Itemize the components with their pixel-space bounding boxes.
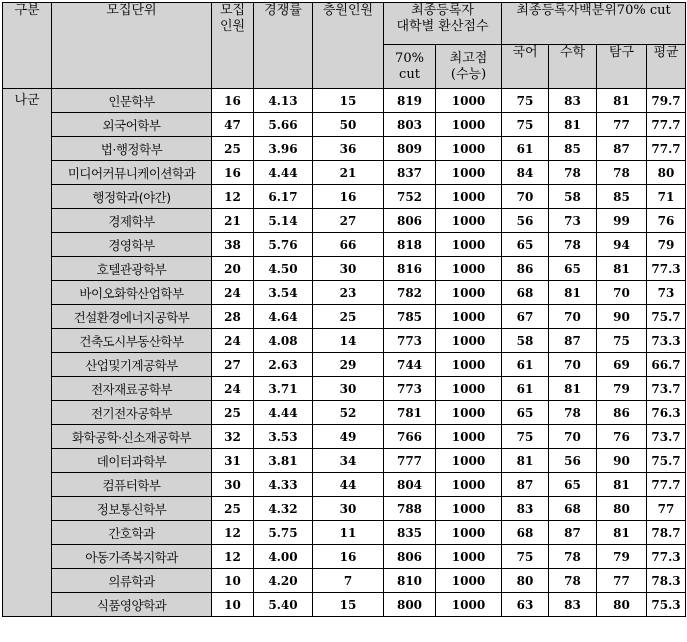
unit-name-cell: 경제학부	[52, 209, 212, 233]
math-cell: 87	[549, 329, 597, 353]
max-score-cell: 1000	[436, 521, 502, 545]
math-cell: 65	[549, 473, 597, 497]
cut70-cell: 818	[384, 233, 436, 257]
quota-cell: 10	[212, 593, 254, 617]
unit-name-cell: 법·행정학부	[52, 137, 212, 161]
max-score-cell: 1000	[436, 161, 502, 185]
unit-name-cell: 호텔관광학부	[52, 257, 212, 281]
unit-name-cell: 외국어학부	[52, 113, 212, 137]
quota-cell: 24	[212, 377, 254, 401]
competition-cell: 5.76	[254, 233, 313, 257]
quota-cell: 12	[212, 521, 254, 545]
max-score-cell: 1000	[436, 185, 502, 209]
admission-results-table	[2, 2, 686, 617]
additional-cell: 21	[313, 161, 384, 185]
quota-cell: 16	[212, 161, 254, 185]
average-cell: 76	[647, 209, 686, 233]
additional-cell: 25	[313, 305, 384, 329]
max-score-cell: 1000	[436, 545, 502, 569]
korean-cell: 70	[502, 185, 549, 209]
table-row	[3, 377, 686, 401]
header-gubun: 구분	[3, 3, 52, 89]
quota-cell: 28	[212, 305, 254, 329]
korean-cell: 68	[502, 521, 549, 545]
cut70-cell: 804	[384, 473, 436, 497]
competition-cell: 5.14	[254, 209, 313, 233]
math-cell: 78	[549, 569, 597, 593]
competition-cell: 2.63	[254, 353, 313, 377]
table-row	[3, 161, 686, 185]
math-cell: 78	[549, 233, 597, 257]
inquiry-cell: 86	[597, 401, 647, 425]
additional-cell: 7	[313, 569, 384, 593]
table-row	[3, 569, 686, 593]
inquiry-cell: 99	[597, 209, 647, 233]
average-cell: 73.7	[647, 377, 686, 401]
competition-cell: 5.40	[254, 593, 313, 617]
header-unit: 모집단위	[52, 3, 212, 89]
unit-name-cell: 건축도시부동산학부	[52, 329, 212, 353]
table-row	[3, 209, 686, 233]
competition-cell: 3.53	[254, 425, 313, 449]
inquiry-cell: 81	[597, 89, 647, 113]
max-score-cell: 1000	[436, 449, 502, 473]
cut70-cell: 835	[384, 521, 436, 545]
korean-cell: 61	[502, 353, 549, 377]
korean-cell: 63	[502, 593, 549, 617]
max-score-cell: 1000	[436, 353, 502, 377]
competition-cell: 3.54	[254, 281, 313, 305]
cut70-cell: 819	[384, 89, 436, 113]
korean-cell: 67	[502, 305, 549, 329]
table-body	[3, 89, 686, 617]
competition-cell: 4.20	[254, 569, 313, 593]
header-max-score: 최고점 (수능)	[436, 45, 502, 89]
table-row	[3, 329, 686, 353]
header-korean: 국어	[502, 45, 549, 89]
inquiry-cell: 79	[597, 545, 647, 569]
average-cell: 78.7	[647, 521, 686, 545]
korean-cell: 81	[502, 449, 549, 473]
unit-name-cell: 정보통신학부	[52, 497, 212, 521]
average-cell: 73.7	[647, 425, 686, 449]
inquiry-cell: 81	[597, 521, 647, 545]
table-row	[3, 473, 686, 497]
inquiry-cell: 90	[597, 449, 647, 473]
competition-cell: 5.66	[254, 113, 313, 137]
quota-cell: 27	[212, 353, 254, 377]
quota-cell: 25	[212, 137, 254, 161]
cut70-cell: 809	[384, 137, 436, 161]
inquiry-cell: 76	[597, 425, 647, 449]
table-row	[3, 425, 686, 449]
average-cell: 77.7	[647, 473, 686, 497]
inquiry-cell: 85	[597, 185, 647, 209]
math-cell: 83	[549, 89, 597, 113]
table-row	[3, 545, 686, 569]
cut70-cell: 766	[384, 425, 436, 449]
inquiry-cell: 69	[597, 353, 647, 377]
cut70-cell: 810	[384, 569, 436, 593]
math-cell: 78	[549, 545, 597, 569]
math-cell: 78	[549, 401, 597, 425]
max-score-cell: 1000	[436, 401, 502, 425]
korean-cell: 87	[502, 473, 549, 497]
max-score-cell: 1000	[436, 257, 502, 281]
korean-cell: 58	[502, 329, 549, 353]
inquiry-cell: 77	[597, 569, 647, 593]
max-score-cell: 1000	[436, 137, 502, 161]
average-cell: 76.3	[647, 401, 686, 425]
korean-cell: 84	[502, 161, 549, 185]
max-score-cell: 1000	[436, 569, 502, 593]
average-cell: 80	[647, 161, 686, 185]
unit-name-cell: 식품영양학과	[52, 593, 212, 617]
math-cell: 58	[549, 185, 597, 209]
math-cell: 85	[549, 137, 597, 161]
unit-name-cell: 전기전자공학부	[52, 401, 212, 425]
inquiry-cell: 80	[597, 497, 647, 521]
korean-cell: 86	[502, 257, 549, 281]
competition-cell: 4.64	[254, 305, 313, 329]
average-cell: 71	[647, 185, 686, 209]
quota-cell: 31	[212, 449, 254, 473]
cut70-cell: 785	[384, 305, 436, 329]
max-score-cell: 1000	[436, 425, 502, 449]
group-label: 나군	[3, 89, 52, 617]
competition-cell: 4.32	[254, 497, 313, 521]
table-row	[3, 305, 686, 329]
cut70-cell: 773	[384, 329, 436, 353]
table-row	[3, 401, 686, 425]
competition-cell: 3.71	[254, 377, 313, 401]
quota-cell: 16	[212, 89, 254, 113]
table-row	[3, 257, 686, 281]
additional-cell: 66	[313, 233, 384, 257]
average-cell: 78.3	[647, 569, 686, 593]
inquiry-cell: 81	[597, 257, 647, 281]
table-row	[3, 521, 686, 545]
table-row	[3, 137, 686, 161]
max-score-cell: 1000	[436, 593, 502, 617]
competition-cell: 4.44	[254, 401, 313, 425]
average-cell: 66.7	[647, 353, 686, 377]
average-cell: 75.7	[647, 305, 686, 329]
additional-cell: 30	[313, 377, 384, 401]
korean-cell: 61	[502, 137, 549, 161]
additional-cell: 29	[313, 353, 384, 377]
unit-name-cell: 행정학과(야간)	[52, 185, 212, 209]
table-row	[3, 185, 686, 209]
competition-cell: 6.17	[254, 185, 313, 209]
max-score-cell: 1000	[436, 209, 502, 233]
korean-cell: 75	[502, 113, 549, 137]
math-cell: 73	[549, 209, 597, 233]
competition-cell: 4.50	[254, 257, 313, 281]
cut70-cell: 752	[384, 185, 436, 209]
cut70-cell: 773	[384, 377, 436, 401]
average-cell: 77.3	[647, 257, 686, 281]
korean-cell: 83	[502, 497, 549, 521]
quota-cell: 30	[212, 473, 254, 497]
max-score-cell: 1000	[436, 329, 502, 353]
korean-cell: 61	[502, 377, 549, 401]
math-cell: 56	[549, 449, 597, 473]
average-cell: 75.7	[647, 449, 686, 473]
unit-name-cell: 의류학과	[52, 569, 212, 593]
header-inquiry: 탐구	[597, 45, 647, 89]
competition-cell: 4.33	[254, 473, 313, 497]
quota-cell: 24	[212, 281, 254, 305]
max-score-cell: 1000	[436, 233, 502, 257]
cut70-cell: 800	[384, 593, 436, 617]
additional-cell: 30	[313, 257, 384, 281]
max-score-cell: 1000	[436, 473, 502, 497]
additional-cell: 52	[313, 401, 384, 425]
quota-cell: 12	[212, 185, 254, 209]
unit-name-cell: 간호학과	[52, 521, 212, 545]
average-cell: 75.3	[647, 593, 686, 617]
additional-cell: 44	[313, 473, 384, 497]
korean-cell: 65	[502, 233, 549, 257]
header-percentile-group: 최종등록자백분위70% cut	[502, 3, 686, 45]
unit-name-cell: 데이터과학부	[52, 449, 212, 473]
competition-cell: 4.13	[254, 89, 313, 113]
unit-name-cell: 미디어커뮤니케이션학과	[52, 161, 212, 185]
cut70-cell: 782	[384, 281, 436, 305]
math-cell: 81	[549, 113, 597, 137]
korean-cell: 75	[502, 425, 549, 449]
cut70-cell: 744	[384, 353, 436, 377]
max-score-cell: 1000	[436, 377, 502, 401]
inquiry-cell: 79	[597, 377, 647, 401]
inquiry-cell: 75	[597, 329, 647, 353]
math-cell: 81	[549, 377, 597, 401]
header-final-score-group: 최종등록자 대학별 환산점수	[384, 3, 502, 45]
math-cell: 70	[549, 353, 597, 377]
additional-cell: 30	[313, 497, 384, 521]
additional-cell: 16	[313, 545, 384, 569]
cut70-cell: 803	[384, 113, 436, 137]
table-row	[3, 281, 686, 305]
math-cell: 68	[549, 497, 597, 521]
inquiry-cell: 90	[597, 305, 647, 329]
math-cell: 87	[549, 521, 597, 545]
quota-cell: 10	[212, 569, 254, 593]
quota-cell: 24	[212, 329, 254, 353]
competition-cell: 4.44	[254, 161, 313, 185]
unit-name-cell: 전자재료공학부	[52, 377, 212, 401]
header-math: 수학	[549, 45, 597, 89]
cut70-cell: 806	[384, 209, 436, 233]
competition-cell: 5.75	[254, 521, 313, 545]
cut70-cell: 837	[384, 161, 436, 185]
header-cut70: 70% cut	[384, 45, 436, 89]
average-cell: 79	[647, 233, 686, 257]
average-cell: 73.3	[647, 329, 686, 353]
quota-cell: 20	[212, 257, 254, 281]
quota-cell: 32	[212, 425, 254, 449]
inquiry-cell: 78	[597, 161, 647, 185]
inquiry-cell: 77	[597, 113, 647, 137]
additional-cell: 15	[313, 593, 384, 617]
average-cell: 77.7	[647, 113, 686, 137]
additional-cell: 36	[313, 137, 384, 161]
cut70-cell: 788	[384, 497, 436, 521]
math-cell: 70	[549, 425, 597, 449]
quota-cell: 38	[212, 233, 254, 257]
additional-cell: 23	[313, 281, 384, 305]
quota-cell: 25	[212, 497, 254, 521]
inquiry-cell: 70	[597, 281, 647, 305]
korean-cell: 56	[502, 209, 549, 233]
inquiry-cell: 81	[597, 473, 647, 497]
table-row	[3, 593, 686, 617]
unit-name-cell: 경영학부	[52, 233, 212, 257]
header-average: 평균	[647, 45, 686, 89]
cut70-cell: 781	[384, 401, 436, 425]
table-row	[3, 233, 686, 257]
table-row	[3, 449, 686, 473]
max-score-cell: 1000	[436, 281, 502, 305]
additional-cell: 15	[313, 89, 384, 113]
max-score-cell: 1000	[436, 113, 502, 137]
additional-cell: 27	[313, 209, 384, 233]
max-score-cell: 1000	[436, 89, 502, 113]
average-cell: 79.7	[647, 89, 686, 113]
quota-cell: 25	[212, 401, 254, 425]
competition-cell: 3.81	[254, 449, 313, 473]
unit-name-cell: 바이오화학산업학부	[52, 281, 212, 305]
unit-name-cell: 컴퓨터학부	[52, 473, 212, 497]
average-cell: 73	[647, 281, 686, 305]
math-cell: 78	[549, 161, 597, 185]
additional-cell: 16	[313, 185, 384, 209]
korean-cell: 68	[502, 281, 549, 305]
additional-cell: 11	[313, 521, 384, 545]
competition-cell: 3.96	[254, 137, 313, 161]
math-cell: 81	[549, 281, 597, 305]
inquiry-cell: 87	[597, 137, 647, 161]
header-quota: 모집 인원	[212, 3, 254, 89]
unit-name-cell: 인문학부	[52, 89, 212, 113]
inquiry-cell: 80	[597, 593, 647, 617]
average-cell: 77.3	[647, 545, 686, 569]
quota-cell: 21	[212, 209, 254, 233]
unit-name-cell: 아동가족복지학과	[52, 545, 212, 569]
average-cell: 77.7	[647, 137, 686, 161]
competition-cell: 4.08	[254, 329, 313, 353]
unit-name-cell: 화학공학·신소재공학부	[52, 425, 212, 449]
header-competition: 경쟁률	[254, 3, 313, 89]
additional-cell: 14	[313, 329, 384, 353]
korean-cell: 75	[502, 545, 549, 569]
korean-cell: 80	[502, 569, 549, 593]
additional-cell: 49	[313, 425, 384, 449]
unit-name-cell: 산업및기계공학부	[52, 353, 212, 377]
additional-cell: 34	[313, 449, 384, 473]
table-row	[3, 497, 686, 521]
math-cell: 83	[549, 593, 597, 617]
additional-cell: 50	[313, 113, 384, 137]
math-cell: 70	[549, 305, 597, 329]
table-row	[3, 89, 686, 113]
unit-name-cell: 건설환경에너지공학부	[52, 305, 212, 329]
korean-cell: 65	[502, 401, 549, 425]
math-cell: 65	[549, 257, 597, 281]
cut70-cell: 816	[384, 257, 436, 281]
quota-cell: 47	[212, 113, 254, 137]
cut70-cell: 806	[384, 545, 436, 569]
cut70-cell: 777	[384, 449, 436, 473]
average-cell: 77	[647, 497, 686, 521]
table-row	[3, 113, 686, 137]
competition-cell: 4.00	[254, 545, 313, 569]
max-score-cell: 1000	[436, 497, 502, 521]
quota-cell: 12	[212, 545, 254, 569]
table-row	[3, 353, 686, 377]
header-additional: 충원인원	[313, 3, 384, 89]
inquiry-cell: 94	[597, 233, 647, 257]
max-score-cell: 1000	[436, 305, 502, 329]
korean-cell: 75	[502, 89, 549, 113]
